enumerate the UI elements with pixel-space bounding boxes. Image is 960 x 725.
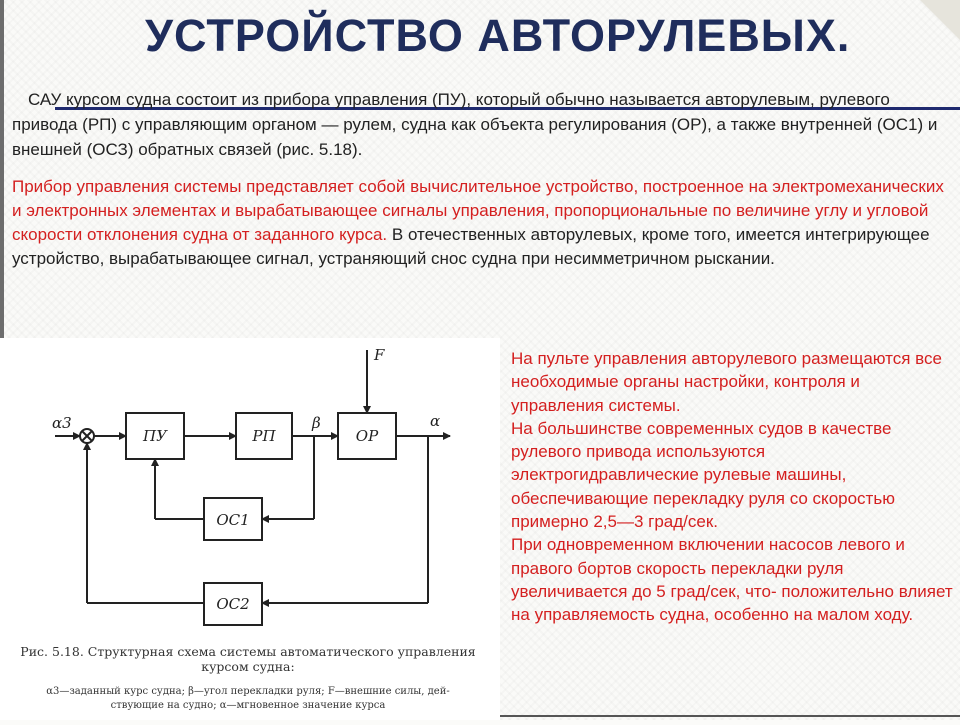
rp-label: РП	[252, 427, 276, 445]
control-device-red-text: Прибор управления системы представляет собой вычислительное устройство, построенное на электромеханических и электронных элементах и вырабатывающее сигналы управления, пропорциональные по величине углу и угловой скорости отклонения судна от заданного курса.	[12, 177, 944, 244]
slide-title: УСТРОЙСТВО АВТОРУЛЕВЫХ.	[145, 10, 851, 61]
intro-paragraph	[12, 87, 947, 162]
os1-label: ОС1	[216, 511, 250, 529]
output-label: α	[430, 412, 441, 430]
figure-caption-line1: Рис. 5.18. Структурная схема системы автоматического управления	[20, 644, 476, 659]
force-label: F	[374, 346, 385, 364]
control-device-paragraph	[12, 175, 947, 271]
os2-label: ОС2	[216, 595, 250, 613]
fact-steering-drive: На большинстве современных судов в качестве рулевого привода используются электрогидравлические рулевые машины, обеспечивающие перекладку руля со скоростью примерно 2,5—3 град/сек.	[511, 418, 895, 532]
or-label: ОР	[355, 427, 379, 445]
intro-text: САУ курсом судна состоит из прибора управления (ПУ), который обычно называется авторулевым, рулевого привода (РП) с управляющим органом — рулем, судна как объекта регулирования (ОР), а также внутренней (ОС1) и внешней (ОСЗ) обратных связей (рис. 5.18).	[12, 90, 938, 159]
control-device-black-text: В отечественных авторулевых, кроме того, имеется интегрирующее устройство, вырабатывающее сигнал, устраняющий снос судна при несимметричном рыскании.	[12, 225, 930, 268]
pu-label: ПУ	[143, 427, 167, 445]
figure-legend-line2: ствующие на судно; α—мгновенное значение курса	[110, 700, 386, 711]
block-diagram	[0, 338, 500, 720]
block-diagram-figure	[0, 338, 500, 720]
figure-caption-line2: курсом судна:	[201, 659, 295, 674]
page-corner-fold	[920, 0, 960, 40]
fact-pump-speed: При одновременном включении насосов левого и правого бортов скорость перекладки руля увеличивается до 5 град/сек, что- положительно влияет на управляемость судна, особенно на малом ходу.	[511, 535, 953, 625]
fact-control-panel: На пульте управления авторулевого размещаются все необходимые органы настройки, контроля и управления системы.	[511, 349, 942, 415]
bottom-rule	[500, 715, 960, 717]
steering-facts-column	[505, 347, 955, 627]
input-label: α3	[52, 414, 72, 432]
figure-legend-line1: α3—заданный курс судна; β—угол перекладки руля; F—внешние силы, дей-	[46, 686, 450, 697]
beta-label: β	[312, 414, 321, 432]
